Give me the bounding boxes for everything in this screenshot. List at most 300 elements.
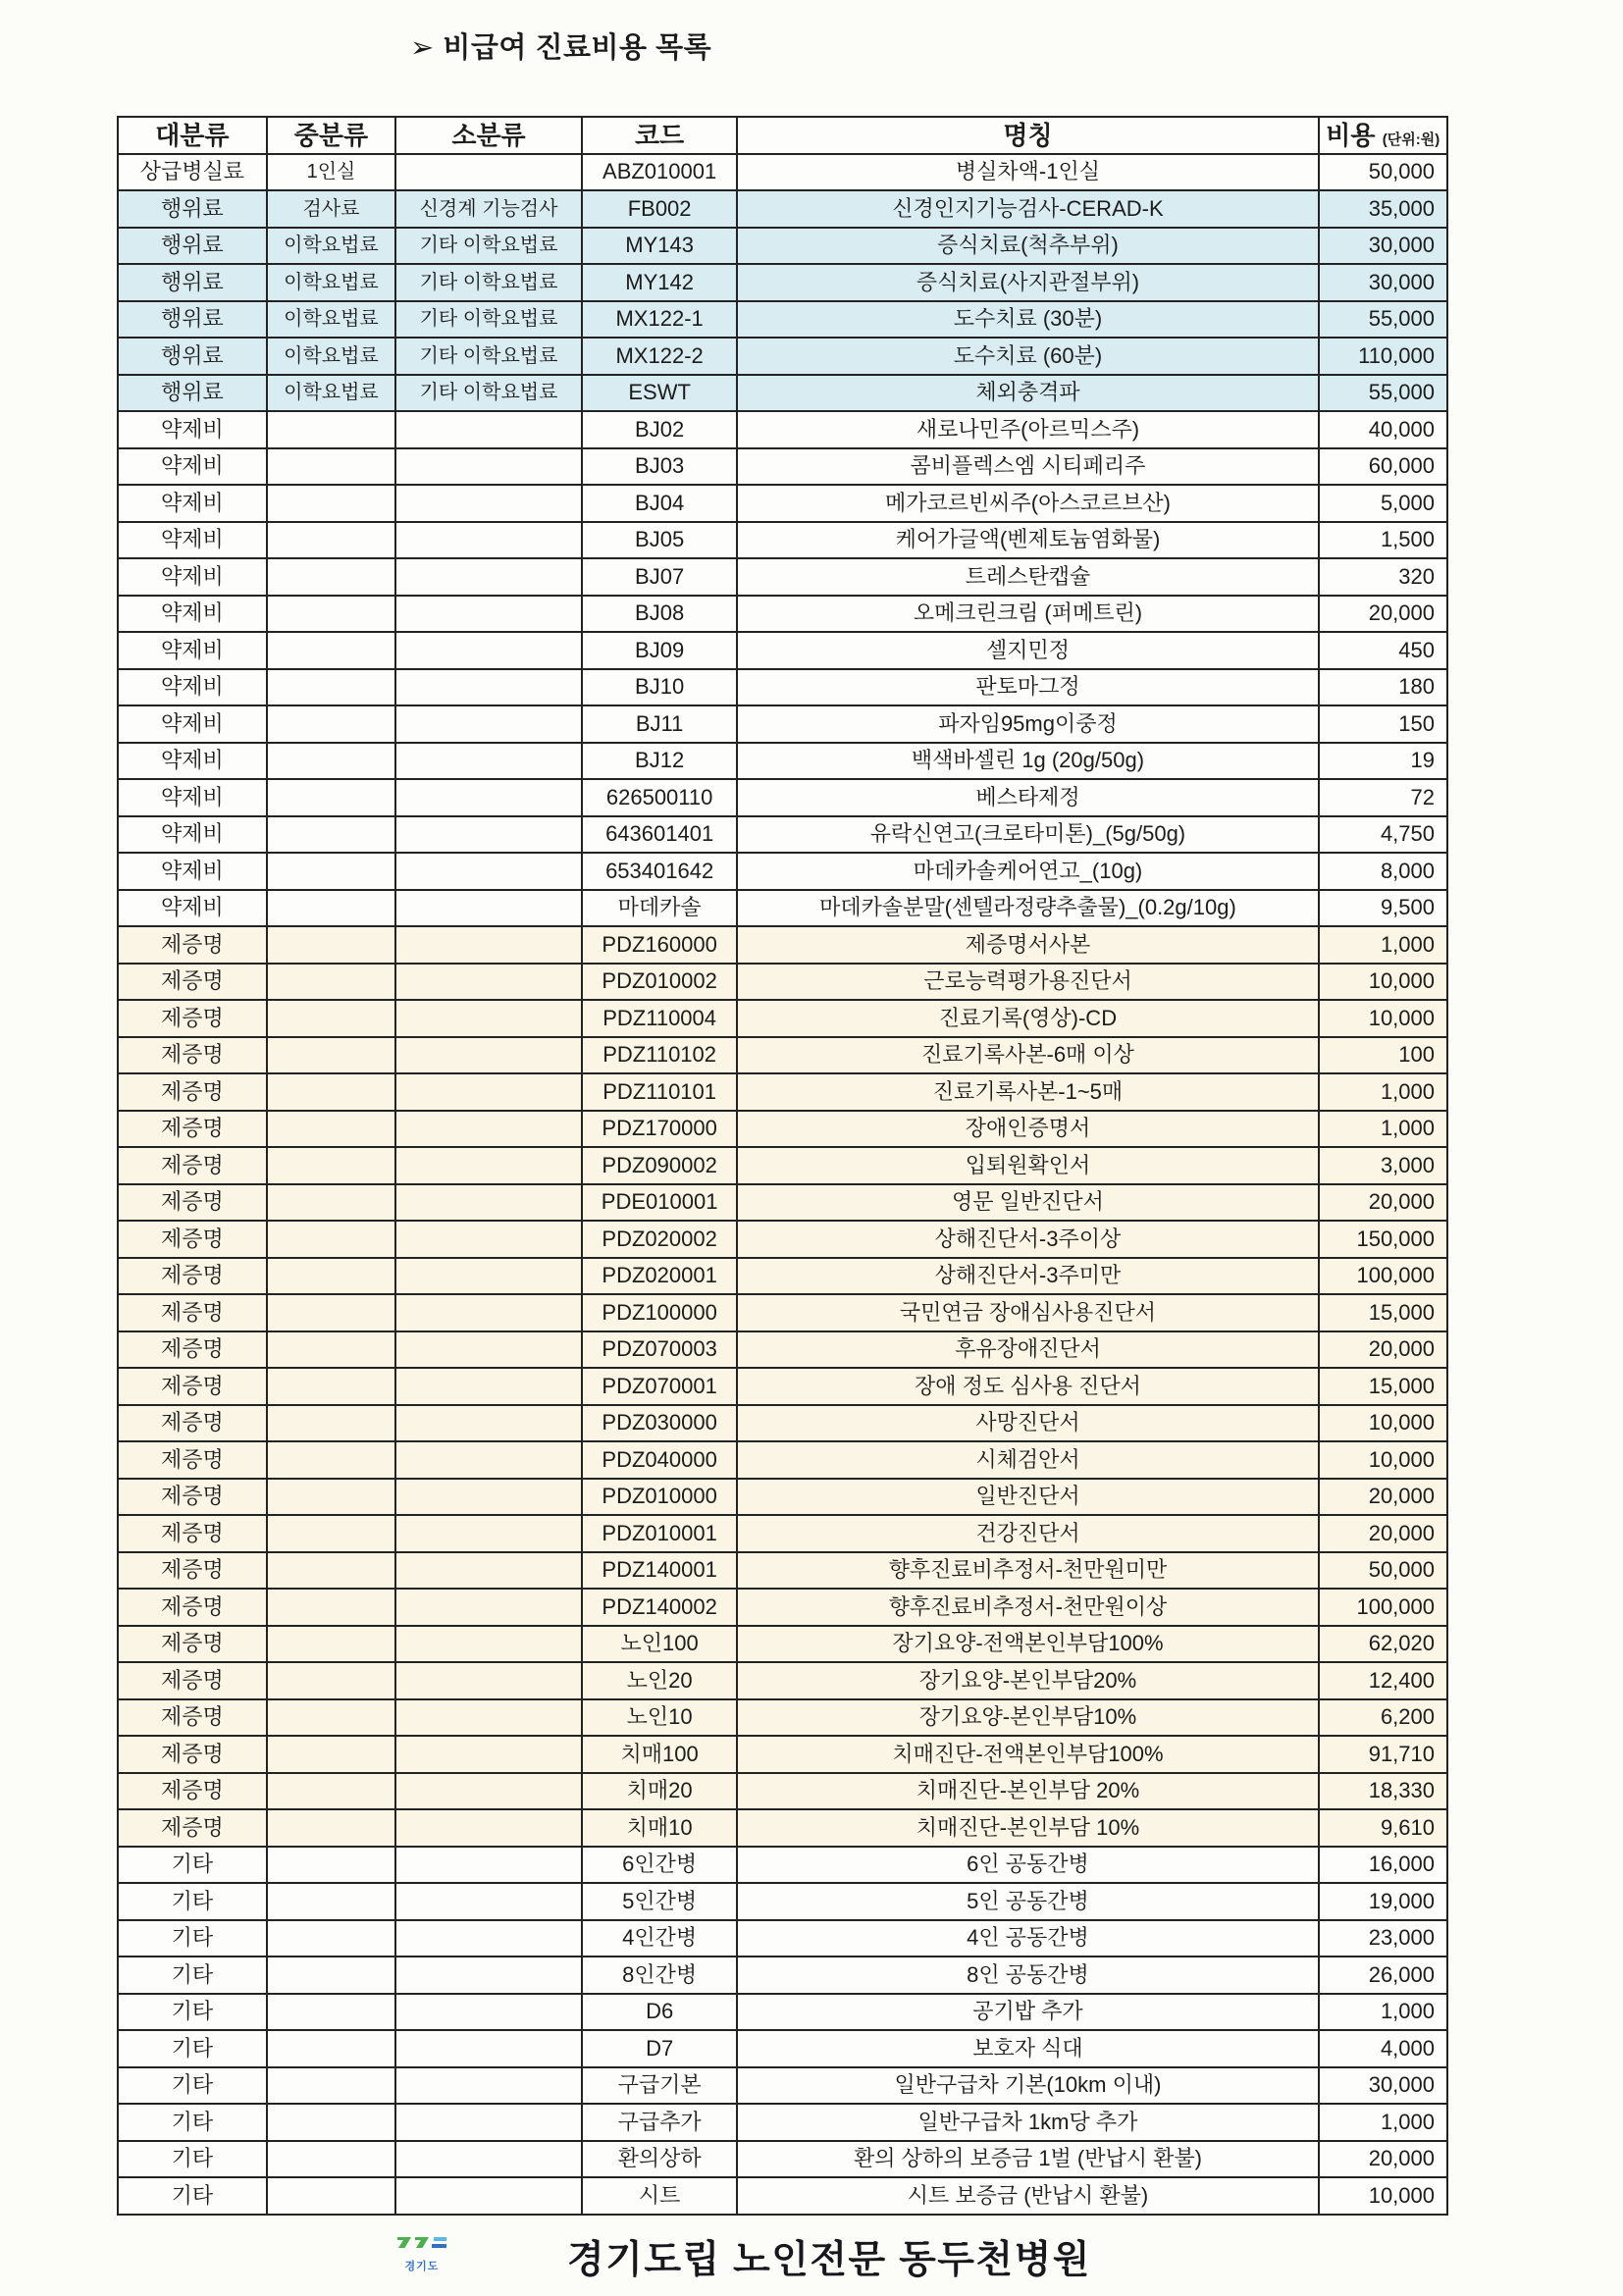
item-name-cell: 장기요양-본인부담20% [737,1662,1318,1699]
sub-category-cell [395,964,582,1001]
mid-category-cell: 검사료 [267,190,395,228]
item-name-cell: 영문 일반진단서 [737,1184,1318,1222]
cost-cell: 15,000 [1319,1294,1447,1331]
mid-category-cell: 이학요법료 [267,338,395,375]
table-row [118,485,1447,522]
sub-category-cell [395,779,582,816]
item-name-cell: 건강진단서 [737,1515,1318,1552]
cost-cell: 19 [1319,743,1447,780]
major-category-cell: 제증명 [118,1736,267,1773]
code-cell: BJ07 [582,558,738,596]
code-cell: BJ11 [582,705,738,743]
column-header-cost [1319,117,1447,154]
item-name-cell: 장애인증명서 [737,1111,1318,1148]
code-cell: 6인간병 [582,1847,738,1884]
item-name-cell: 콤비플렉스엠 시티페리주 [737,448,1318,486]
mid-category-cell [267,596,395,633]
mid-category-cell [267,2067,395,2105]
mid-category-cell [267,926,395,964]
item-name-cell: 증식치료(사지관절부위) [737,264,1318,301]
code-cell: 643601401 [582,816,738,854]
mid-category-cell [267,669,395,706]
sub-category-cell [395,1589,582,1626]
table-row [118,1294,1447,1331]
item-name-cell: 후유장애진단서 [737,1331,1318,1369]
fee-table-header [118,117,1447,154]
cost-cell: 10,000 [1319,2177,1447,2215]
sub-category-cell [395,485,582,522]
item-name-cell: 일반진단서 [737,1479,1318,1516]
major-category-cell: 기타 [118,1994,267,2031]
code-cell: BJ12 [582,743,738,780]
code-cell: PDZ110101 [582,1073,738,1111]
table-row [118,1736,1447,1773]
major-category-cell: 제증명 [118,1626,267,1663]
sub-category-cell [395,1441,582,1479]
cost-cell: 9,610 [1319,1809,1447,1847]
table-row [118,264,1447,301]
mid-category-cell [267,1441,395,1479]
table-row [118,1184,1447,1222]
code-cell: 마데카솔 [582,890,738,927]
item-name-cell: 환의 상하의 보증금 1벌 (반납시 환불) [737,2141,1318,2178]
code-cell: MY142 [582,264,738,301]
item-name-cell: 메가코르빈씨주(아스코르브산) [737,485,1318,522]
sub-category-cell [395,1111,582,1148]
mid-category-cell [267,1479,395,1516]
major-category-cell: 제증명 [118,1662,267,1699]
sub-category-cell [395,1662,582,1699]
table-row [118,890,1447,927]
mid-category-cell [267,1994,395,2031]
table-row [118,1000,1447,1037]
table-row [118,1994,1447,2031]
mid-category-cell [267,1405,395,1442]
item-name-cell: 치매진단-본인부담 10% [737,1809,1318,1847]
major-category-cell: 제증명 [118,1479,267,1516]
table-row [118,743,1447,780]
code-cell: ESWT [582,375,738,412]
code-cell: 8인간병 [582,1957,738,1994]
major-category-cell: 약제비 [118,448,267,486]
cost-cell: 100,000 [1319,1589,1447,1626]
cost-cell: 1,000 [1319,1073,1447,1111]
table-row [118,964,1447,1001]
sub-category-cell [395,1847,582,1884]
sub-category-cell [395,1331,582,1369]
code-cell: PDZ090002 [582,1147,738,1184]
sub-category-cell [395,1294,582,1331]
sub-category-cell [395,1809,582,1847]
table-row [118,2067,1447,2105]
gyeonggi-logo-label: 경기도 [404,2261,440,2272]
major-category-cell: 약제비 [118,853,267,890]
header-row [118,117,1447,154]
major-category-cell: 제증명 [118,1073,267,1111]
table-row [118,1441,1447,1479]
table-row [118,1920,1447,1957]
sub-category-cell [395,926,582,964]
code-cell: PDZ160000 [582,926,738,964]
code-cell: PDZ020002 [582,1221,738,1258]
sub-category-cell [395,816,582,854]
mid-category-cell [267,2104,395,2141]
item-name-cell: 진료기록사본-6매 이상 [737,1037,1318,1074]
sub-category-cell [395,2067,582,2105]
mid-category-cell [267,2030,395,2067]
sub-category-cell: 기타 이학요법료 [395,264,582,301]
cost-cell: 50,000 [1319,154,1447,191]
mid-category-cell [267,743,395,780]
item-name-cell: 진료기록사본-1~5매 [737,1073,1318,1111]
table-row [118,411,1447,448]
major-category-cell: 제증명 [118,1258,267,1295]
mid-category-cell [267,1184,395,1222]
major-category-cell: 제증명 [118,1147,267,1184]
mid-category-cell [267,1920,395,1957]
mid-category-cell [267,522,395,559]
table-row [118,228,1447,265]
major-category-cell: 제증명 [118,1515,267,1552]
major-category-cell: 약제비 [118,596,267,633]
mid-category-cell [267,964,395,1001]
item-name-cell: 유락신연고(크로타미톤)_(5g/50g) [737,816,1318,854]
mid-category-cell [267,1331,395,1369]
major-category-cell: 기타 [118,1847,267,1884]
item-name-cell: 진료기록(영상)-CD [737,1000,1318,1037]
sub-category-cell [395,448,582,486]
table-row [118,853,1447,890]
cost-cell: 110,000 [1319,338,1447,375]
sub-category-cell [395,596,582,633]
sub-category-cell [395,890,582,927]
sub-category-cell [395,1699,582,1737]
cost-cell: 6,200 [1319,1699,1447,1737]
sub-category-cell [395,1773,582,1810]
item-name-cell: 케어가글액(벤제토늄염화물) [737,522,1318,559]
sub-category-cell: 기타 이학요법료 [395,375,582,412]
cost-cell: 4,000 [1319,2030,1447,2067]
major-category-cell: 제증명 [118,1368,267,1405]
mid-category-cell [267,1589,395,1626]
table-row [118,1258,1447,1295]
cost-header-label: 비용 [1326,120,1376,150]
item-name-cell: 시체검안서 [737,1441,1318,1479]
major-category-cell: 약제비 [118,669,267,706]
code-cell: 시트 [582,2177,738,2215]
cost-cell: 16,000 [1319,1847,1447,1884]
cost-cell: 1,000 [1319,1994,1447,2031]
sub-category-cell [395,1147,582,1184]
cost-cell: 10,000 [1319,1441,1447,1479]
sub-category-cell: 기타 이학요법료 [395,338,582,375]
item-name-cell: 베스타제정 [737,779,1318,816]
major-category-cell: 행위료 [118,338,267,375]
cost-cell: 40,000 [1319,411,1447,448]
fee-table-body [118,154,1447,2215]
major-category-cell: 약제비 [118,411,267,448]
table-row [118,1773,1447,1810]
cost-cell: 55,000 [1319,301,1447,339]
table-row [118,779,1447,816]
cost-cell: 100 [1319,1037,1447,1074]
major-category-cell: 제증명 [118,1699,267,1737]
cost-cell: 320 [1319,558,1447,596]
code-cell: BJ03 [582,448,738,486]
code-cell: 치매100 [582,1736,738,1773]
sub-category-cell [395,1515,582,1552]
sub-category-cell [395,1736,582,1773]
mid-category-cell [267,1368,395,1405]
table-row [118,1479,1447,1516]
major-category-cell: 제증명 [118,1809,267,1847]
column-header-code: 코드 [582,117,738,154]
code-cell: 4인간병 [582,1920,738,1957]
table-row [118,2177,1447,2215]
mid-category-cell: 이학요법료 [267,228,395,265]
cost-cell: 30,000 [1319,264,1447,301]
cost-cell: 30,000 [1319,228,1447,265]
table-row [118,1957,1447,1994]
gyeonggi-logo-icon [395,2235,448,2253]
cost-cell: 150 [1319,705,1447,743]
code-cell: PDZ140002 [582,1589,738,1626]
cost-cell: 1,000 [1319,926,1447,964]
item-name-cell: 백색바셀린 1g (20g/50g) [737,743,1318,780]
sub-category-cell [395,2104,582,2141]
code-cell: BJ04 [582,485,738,522]
mid-category-cell [267,1294,395,1331]
item-name-cell: 마데카솔분말(센텔라정량추출물)_(0.2g/10g) [737,890,1318,927]
cost-cell: 91,710 [1319,1736,1447,1773]
sub-category-cell [395,853,582,890]
cost-cell: 1,000 [1319,2104,1447,2141]
major-category-cell: 기타 [118,1920,267,1957]
major-category-cell: 약제비 [118,816,267,854]
cost-cell: 20,000 [1319,1515,1447,1552]
item-name-cell: 일반구급차 1km당 추가 [737,2104,1318,2141]
code-cell: PDZ170000 [582,1111,738,1148]
table-row [118,1809,1447,1847]
mid-category-cell [267,1515,395,1552]
mid-category-cell: 이학요법료 [267,264,395,301]
cost-cell: 30,000 [1319,2067,1447,2105]
mid-category-cell: 이학요법료 [267,375,395,412]
code-cell: 626500110 [582,779,738,816]
code-cell: PDZ010001 [582,1515,738,1552]
item-name-cell: 증식치료(척추부위) [737,228,1318,265]
major-category-cell: 제증명 [118,1037,267,1074]
mid-category-cell [267,632,395,669]
item-name-cell: 상해진단서-3주이상 [737,1221,1318,1258]
item-name-cell: 도수치료 (60분) [737,338,1318,375]
major-category-cell: 기타 [118,2141,267,2178]
item-name-cell: 장기요양-전액본인부담100% [737,1626,1318,1663]
hospital-name: 경기도립 노인전문 동두천병원 [567,2239,1091,2281]
table-row [118,1699,1447,1737]
mid-category-cell: 1인실 [267,154,395,191]
code-cell: 치매10 [582,1809,738,1847]
item-name-cell: 체외충격파 [737,375,1318,412]
table-row [118,2141,1447,2178]
item-name-cell: 공기밥 추가 [737,1994,1318,2031]
table-row [118,2030,1447,2067]
code-cell: D6 [582,1994,738,2031]
item-name-cell: 트레스탄캡슐 [737,558,1318,596]
major-category-cell: 기타 [118,2067,267,2105]
item-name-cell: 8인 공동간병 [737,1957,1318,1994]
item-name-cell: 치매진단-본인부담 20% [737,1773,1318,1810]
mid-category-cell [267,1773,395,1810]
code-cell: PDZ110102 [582,1037,738,1074]
item-name-cell: 4인 공동간병 [737,1920,1318,1957]
table-row [118,338,1447,375]
mid-category-cell [267,705,395,743]
cost-cell: 4,750 [1319,816,1447,854]
major-category-cell: 약제비 [118,558,267,596]
code-cell: PDZ070001 [582,1368,738,1405]
table-row [118,190,1447,228]
major-category-cell: 약제비 [118,743,267,780]
major-category-cell: 제증명 [118,1552,267,1590]
table-row [118,1111,1447,1148]
major-category-cell: 제증명 [118,1294,267,1331]
code-cell: 653401642 [582,853,738,890]
cost-cell: 23,000 [1319,1920,1447,1957]
code-cell: 치매20 [582,1773,738,1810]
cost-cell: 5,000 [1319,485,1447,522]
major-category-cell: 기타 [118,2030,267,2067]
item-name-cell: 입퇴원확인서 [737,1147,1318,1184]
code-cell: PDZ110004 [582,1000,738,1037]
major-category-cell: 기타 [118,1883,267,1920]
mid-category-cell [267,1699,395,1737]
cost-cell: 20,000 [1319,1331,1447,1369]
table-row [118,1147,1447,1184]
item-name-cell: 파자임95mg이중정 [737,705,1318,743]
column-header-item-name: 명칭 [737,117,1318,154]
mid-category-cell [267,1258,395,1295]
major-category-cell: 제증명 [118,1773,267,1810]
table-row [118,632,1447,669]
major-category-cell: 제증명 [118,1221,267,1258]
column-header-sub-category: 소분류 [395,117,582,154]
sub-category-cell [395,632,582,669]
sub-category-cell [395,1368,582,1405]
sub-category-cell [395,743,582,780]
cost-cell: 15,000 [1319,1368,1447,1405]
item-name-cell: 신경인지기능검사-CERAD-K [737,190,1318,228]
sub-category-cell [395,1258,582,1295]
major-category-cell: 제증명 [118,1441,267,1479]
mid-category-cell: 이학요법료 [267,301,395,339]
mid-category-cell [267,853,395,890]
major-category-cell: 제증명 [118,926,267,964]
code-cell: 노인100 [582,1626,738,1663]
item-name-cell: 국민연금 장애심사용진단서 [737,1294,1318,1331]
gyeonggi-logo [393,2235,451,2273]
cost-cell: 20,000 [1319,1479,1447,1516]
mid-category-cell [267,1847,395,1884]
sub-category-cell [395,1184,582,1222]
sub-category-cell [395,2030,582,2067]
major-category-cell: 기타 [118,2177,267,2215]
mid-category-cell [267,1037,395,1074]
item-name-cell: 시트 보증금 (반납시 환불) [737,2177,1318,2215]
mid-category-cell [267,1736,395,1773]
major-category-cell: 제증명 [118,1405,267,1442]
page-title: ➢ 비급여 진료비용 목록 [410,32,712,64]
table-row [118,1368,1447,1405]
major-category-cell: 약제비 [118,632,267,669]
mid-category-cell [267,890,395,927]
table-row [118,522,1447,559]
table-row [118,1221,1447,1258]
sub-category-cell [395,1957,582,1994]
item-name-cell: 보호자 식대 [737,2030,1318,2067]
sub-category-cell [395,2141,582,2178]
table-row [118,301,1447,339]
major-category-cell: 상급병실료 [118,154,267,191]
sub-category-cell [395,1994,582,2031]
sub-category-cell [395,558,582,596]
code-cell: 노인20 [582,1662,738,1699]
mid-category-cell [267,1662,395,1699]
cost-cell: 12,400 [1319,1662,1447,1699]
table-row [118,375,1447,412]
item-name-cell: 향후진료비추정서-천만원미만 [737,1552,1318,1590]
mid-category-cell [267,1111,395,1148]
sub-category-cell: 신경계 기능검사 [395,190,582,228]
item-name-cell: 근로능력평가용진단서 [737,964,1318,1001]
sub-category-cell [395,1626,582,1663]
item-name-cell: 병실차액-1인실 [737,154,1318,191]
sub-category-cell [395,1920,582,1957]
mid-category-cell [267,1626,395,1663]
code-cell: PDZ010000 [582,1479,738,1516]
major-category-cell: 제증명 [118,1184,267,1222]
major-category-cell: 행위료 [118,301,267,339]
code-cell: PDZ010002 [582,964,738,1001]
cost-cell: 10,000 [1319,1405,1447,1442]
table-row [118,816,1447,854]
code-cell: BJ02 [582,411,738,448]
table-row [118,1589,1447,1626]
cost-cell: 10,000 [1319,964,1447,1001]
item-name-cell: 마데카솔케어연고_(10g) [737,853,1318,890]
major-category-cell: 행위료 [118,228,267,265]
major-category-cell: 행위료 [118,375,267,412]
major-category-cell: 제증명 [118,1331,267,1369]
code-cell: PDE010001 [582,1184,738,1222]
mid-category-cell [267,411,395,448]
code-cell: 구급기본 [582,2067,738,2105]
code-cell: ABZ010001 [582,154,738,191]
code-cell: MX122-2 [582,338,738,375]
sub-category-cell: 기타 이학요법료 [395,228,582,265]
major-category-cell: 기타 [118,1957,267,1994]
table-row [118,1626,1447,1663]
table-row [118,1662,1447,1699]
item-name-cell: 판토마그정 [737,669,1318,706]
major-category-cell: 기타 [118,2104,267,2141]
code-cell: MY143 [582,228,738,265]
table-row [118,926,1447,964]
table-row [118,596,1447,633]
major-category-cell: 행위료 [118,264,267,301]
major-category-cell: 제증명 [118,964,267,1001]
code-cell: BJ09 [582,632,738,669]
